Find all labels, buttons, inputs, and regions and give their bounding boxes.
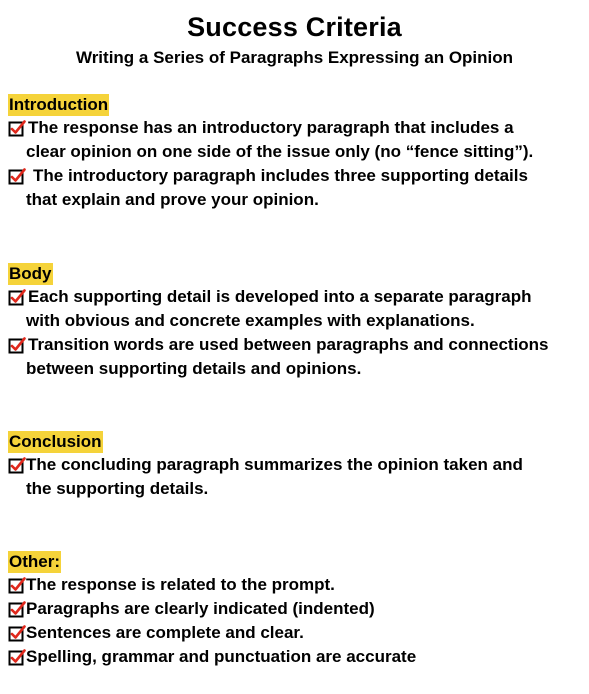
item-line: The response has an introductory paragraph that includes a [28, 118, 514, 137]
section-heading-body: Body [9, 264, 52, 283]
section-conclusion [8, 431, 583, 501]
section-other [8, 551, 583, 669]
item-line: Transition words are used between paragraphs and connections [28, 335, 549, 354]
list-item [8, 164, 583, 212]
list-item [8, 573, 583, 597]
page-title: Success Criteria [187, 12, 402, 42]
checked-box-icon [8, 289, 26, 307]
checked-box-icon [8, 120, 26, 138]
list-item [8, 285, 583, 333]
checked-box-icon [8, 457, 26, 475]
item-line: the supporting details. [26, 479, 209, 498]
checked-box-icon [8, 649, 26, 667]
checked-box-icon [8, 577, 26, 595]
section-heading-other: Other: [9, 552, 60, 571]
item-line: Sentences are complete and clear. [26, 623, 304, 642]
section-heading-introduction: Introduction [9, 95, 109, 114]
item-line: with obvious and concrete examples with explanations. [26, 311, 475, 330]
checked-box-icon [8, 601, 26, 619]
list-item [8, 333, 583, 381]
item-line: The response is related to the prompt. [26, 575, 335, 594]
item-line: clear opinion on one side of the issue only (no “fence sitting”). [26, 142, 534, 161]
list-item [8, 116, 583, 164]
checked-box-icon [8, 168, 26, 186]
item-line: The concluding paragraph summarizes the opinion taken and [26, 455, 523, 474]
checked-box-icon [8, 337, 26, 355]
checked-box-icon [8, 625, 26, 643]
section-body [8, 263, 583, 381]
item-line: The introductory paragraph includes three supporting details [33, 166, 528, 185]
list-item [8, 645, 583, 669]
list-item [8, 597, 583, 621]
page-subtitle: Writing a Series of Paragraphs Expressing an Opinion [75, 48, 514, 67]
section-introduction [8, 94, 583, 212]
item-line: that explain and prove your opinion. [26, 190, 319, 209]
list-item [8, 621, 583, 645]
item-line: Spelling, grammar and punctuation are accurate [26, 647, 417, 666]
section-heading-conclusion: Conclusion [9, 432, 102, 451]
list-item [8, 453, 583, 501]
item-line: Paragraphs are clearly indicated (indented) [26, 599, 375, 618]
item-line: between supporting details and opinions. [26, 359, 362, 378]
item-line: Each supporting detail is developed into a separate paragraph [28, 287, 532, 306]
